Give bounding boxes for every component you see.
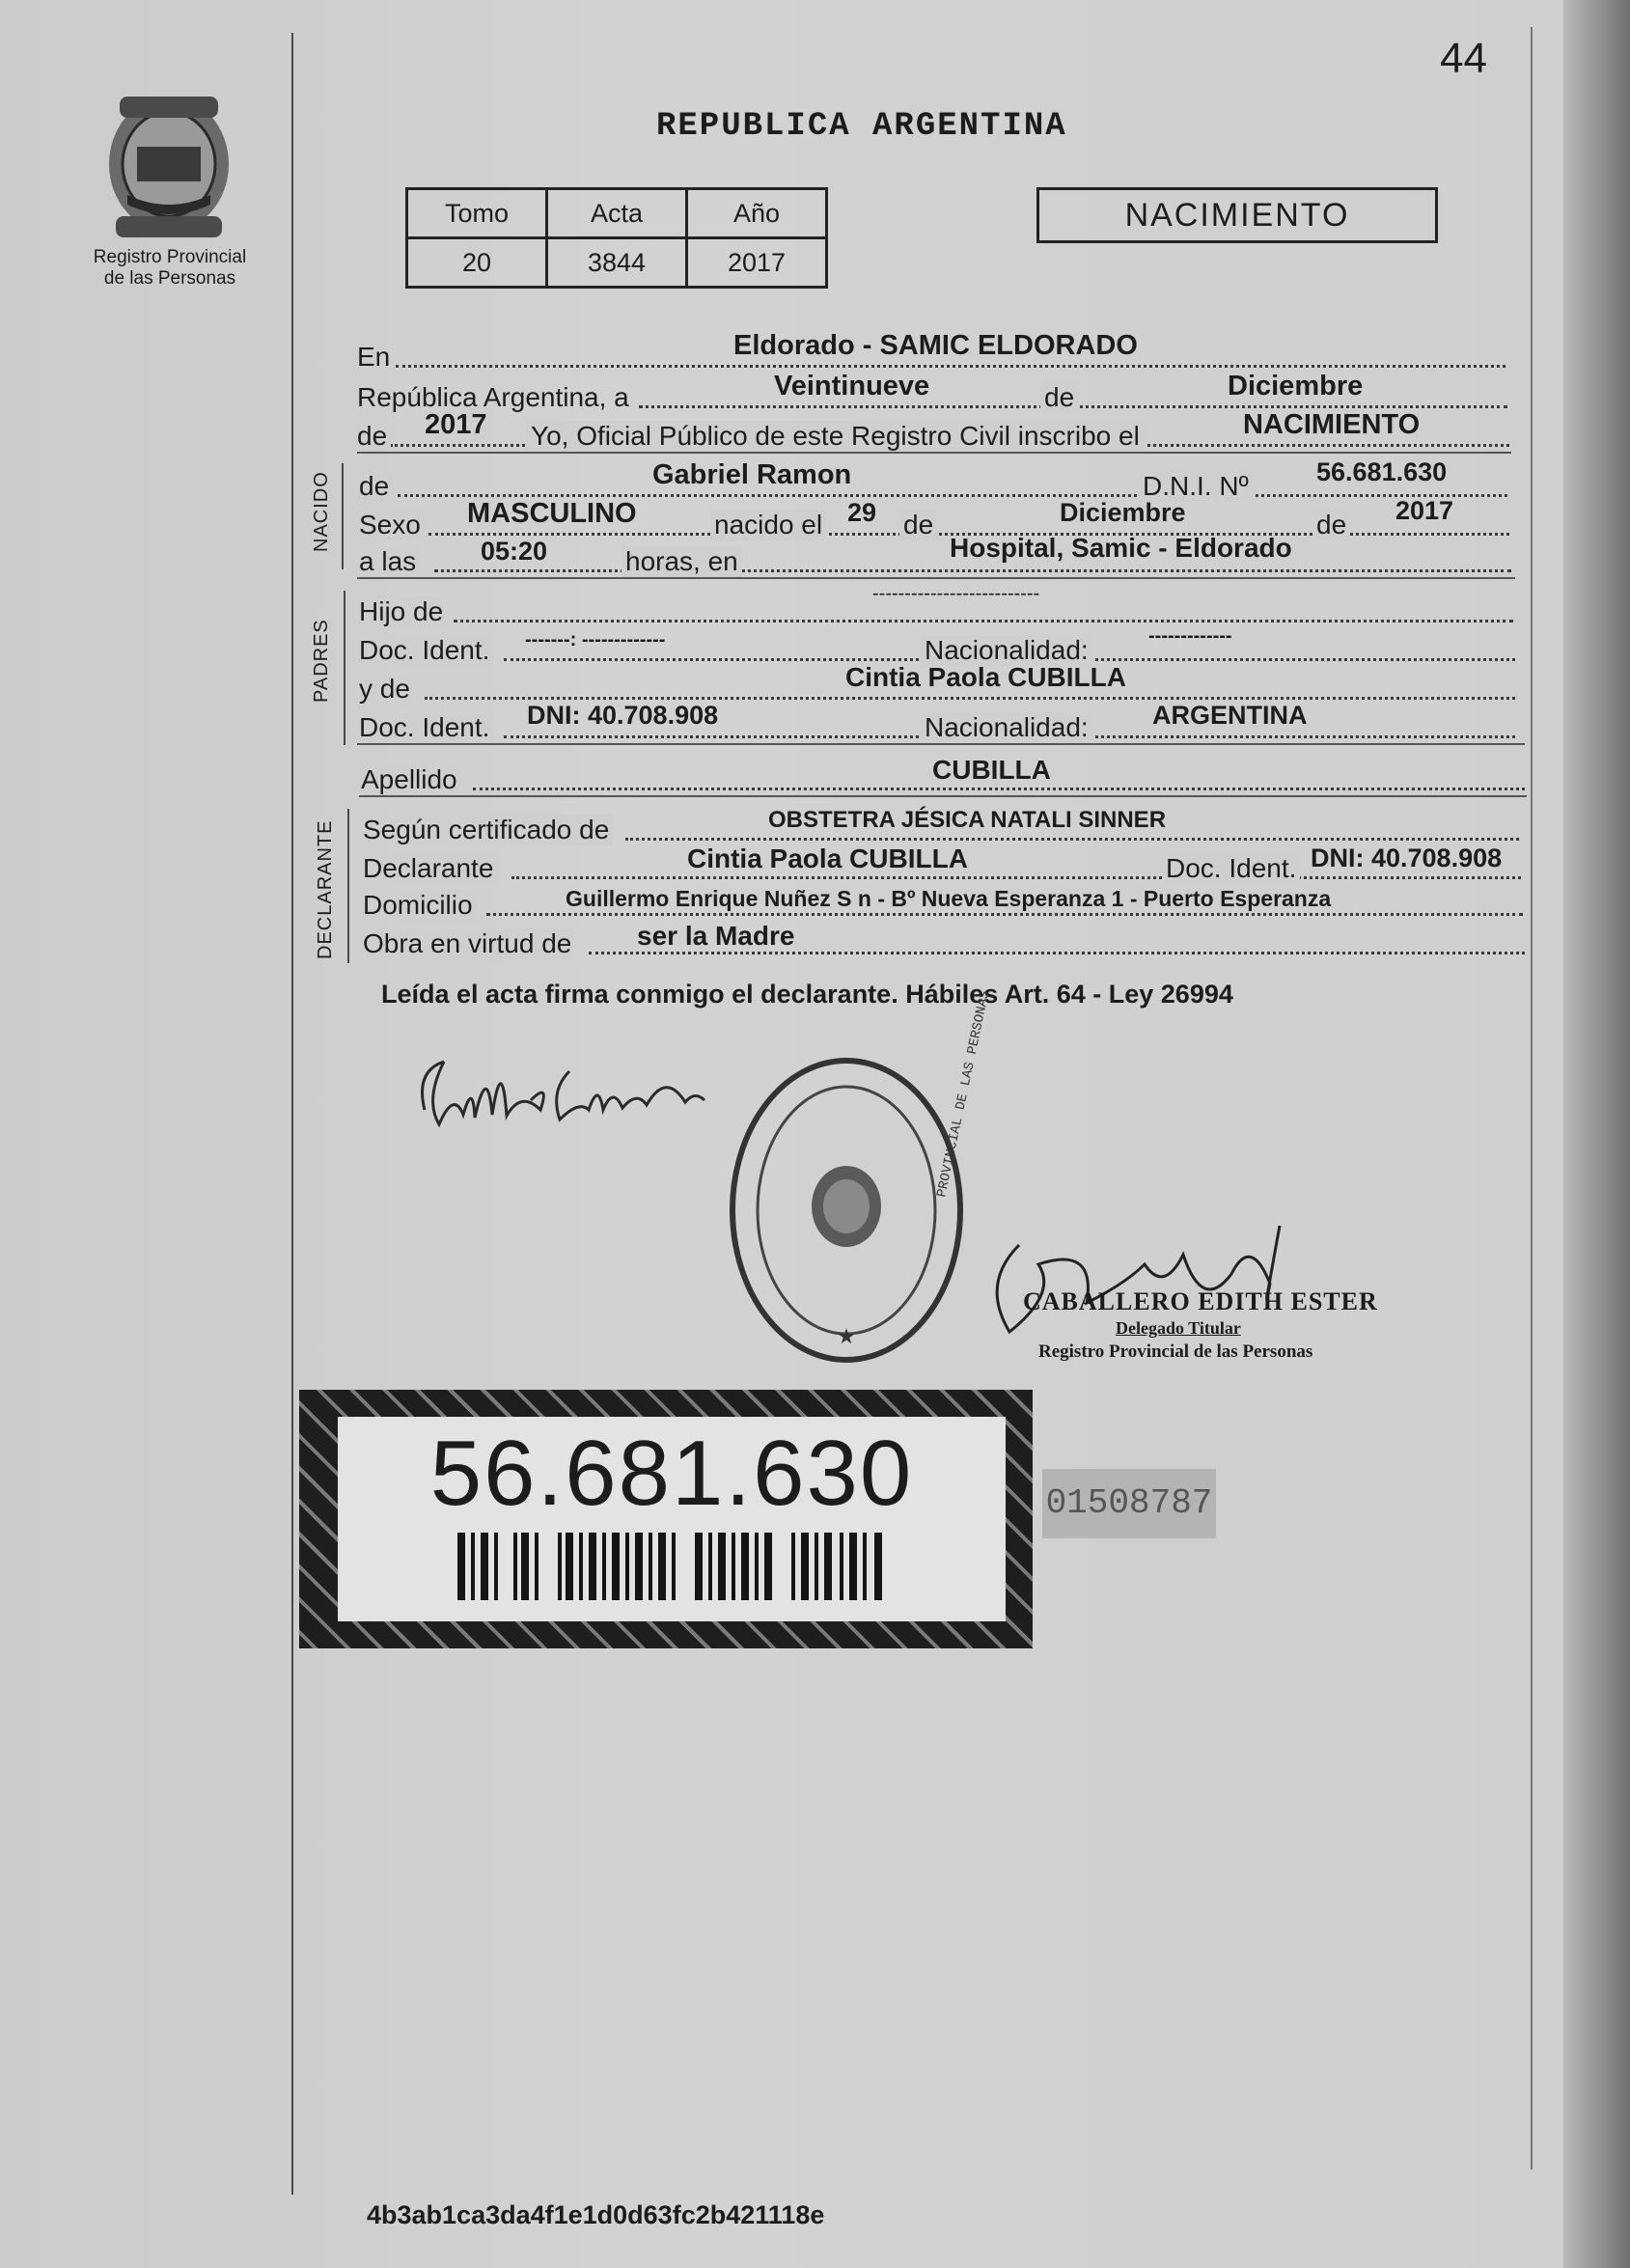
hora-label: a las (359, 546, 420, 577)
declarante-label: Declarante (363, 853, 497, 884)
apellido-value: CUBILLA (932, 755, 1051, 785)
country-title: REPUBLICA ARGENTINA (656, 108, 1067, 145)
apellido-label: Apellido (361, 764, 461, 795)
barcode-bars (457, 1533, 886, 1600)
mother-nationality: ARGENTINA (1152, 701, 1308, 730)
official-org: Registro Provincial de las Personas (1038, 1341, 1313, 1362)
domicilio-label: Domicilio (363, 890, 477, 921)
obra-label: Obra en virtud de (363, 928, 575, 959)
separator (359, 795, 1527, 797)
dni-label: D.N.I. Nº (1139, 471, 1253, 502)
place-label: En (357, 342, 391, 372)
y-de-label: y de (359, 674, 414, 705)
svg-text:PROVINCIAL DE LAS PERSONAS: PROVINCIAL DE LAS PERSONAS (934, 988, 994, 1199)
father-doc-label: Doc. Ident. (359, 635, 493, 666)
section-padres: PADRES (311, 619, 332, 703)
date-de-label: de (1040, 382, 1078, 413)
mother-name: Cintia Paola CUBILLA (845, 662, 1126, 692)
header-tomo: Tomo (407, 189, 547, 238)
caption-line-2: de las Personas (103, 268, 236, 289)
dotted-line (511, 876, 1521, 879)
year-value: 2017 (425, 409, 487, 440)
dotted-line (434, 569, 1511, 572)
dotted-line (396, 365, 1506, 368)
father-doc: -------: ------------- (525, 629, 666, 650)
cert-value: OBSTETRA JÉSICA NATALI SINNER (768, 807, 1167, 833)
birth-month: Diciembre (1060, 498, 1186, 527)
registry-statement: Yo, Oficial Público de este Registro Civil inscribo el (525, 421, 1146, 452)
dotted-line (473, 788, 1525, 790)
child-name: Gabriel Ramon (652, 459, 852, 490)
hijo-de-label: Hijo de (359, 596, 447, 627)
page-edge-shadow (1563, 0, 1630, 2268)
caption-line-1: Registro Provincial (93, 247, 247, 267)
right-margin-line (1531, 27, 1533, 2170)
birth-year: 2017 (1395, 496, 1454, 525)
value-anio: 2017 (687, 238, 827, 288)
child-dni: 56.681.630 (1316, 457, 1448, 486)
father-nationality: ------------- (1148, 625, 1232, 647)
date-day: Veintinueve (774, 371, 930, 401)
birth-day: 29 (847, 498, 877, 527)
header-anio: Año (687, 189, 827, 238)
document-hash: 4b3ab1ca3da4f1e1d0d63fc2b421118e (367, 2200, 825, 2229)
barcode-dni-number: 56.681.630 (429, 1422, 914, 1525)
birth-time: 05:20 (481, 537, 548, 566)
declarante-value: Cintia Paola CUBILLA (687, 844, 968, 873)
date-label: República Argentina, a (357, 382, 629, 412)
domicilio-value: Guillermo Enrique Nuñez S n - Bº Nueva Esperanza 1 - Puerto Esperanza (566, 886, 1332, 911)
section-declarante: DECLARANTE (315, 819, 336, 959)
cert-label: Según certificado de (363, 815, 613, 845)
mother-nac-label: Nacionalidad: (921, 712, 1092, 743)
separator (357, 452, 1511, 454)
padres-bracket (344, 591, 345, 745)
separator (357, 577, 1515, 579)
place-value: Eldorado - SAMIC ELDORADO (733, 330, 1138, 361)
official-stamp (726, 988, 994, 1368)
page-number: 44 (1440, 35, 1487, 82)
section-nacido: NACIDO (311, 471, 332, 552)
official-name: CABALLERO EDITH ESTER (1023, 1287, 1378, 1315)
closing-note: Leída el acta firma conmigo el declarante. Hábiles Art. 64 - Ley 26994 (381, 980, 1233, 1009)
nacido-bracket (342, 463, 344, 569)
dotted-line (486, 913, 1523, 916)
record-table (405, 187, 828, 289)
nacido-el-label: nacido el (710, 510, 826, 540)
header-acta: Acta (547, 189, 687, 238)
left-margin-line (291, 33, 293, 2195)
birth-place: Hospital, Samic - Eldorado (950, 533, 1292, 563)
value-acta: 3844 (547, 238, 687, 288)
emblem-caption (73, 247, 266, 290)
separator (357, 743, 1525, 745)
obra-value: ser la Madre (637, 921, 795, 951)
birth-year-de-label: de (1312, 510, 1350, 540)
horas-en-label: horas, en (622, 546, 742, 577)
value-tomo: 20 (407, 238, 547, 288)
nacido-de-label: de (359, 471, 393, 502)
mother-doc: DNI: 40.708.908 (527, 701, 719, 730)
dotted-line (425, 697, 1515, 700)
dotted-line (398, 494, 1507, 497)
sexo-label: Sexo (359, 510, 425, 540)
declarante-doc-label: Doc. Ident. (1162, 853, 1300, 884)
mother-doc-label: Doc. Ident. (359, 712, 493, 743)
dotted-line (454, 620, 1513, 622)
province-emblem (98, 89, 239, 243)
svg-text:★: ★ (837, 1324, 856, 1348)
date-month: Diciembre (1228, 371, 1364, 401)
official-signature-block (981, 1226, 1405, 1380)
event-value: NACIMIENTO (1243, 409, 1421, 440)
serial-sticker: 01508787 (1042, 1469, 1216, 1538)
document-type-box: NACIMIENTO (1036, 187, 1438, 243)
declarante-bracket (347, 809, 349, 963)
sexo-value: MASCULINO (467, 498, 637, 529)
dotted-line (589, 952, 1525, 954)
father-nac-label: Nacionalidad: (921, 635, 1092, 666)
dotted-line (625, 838, 1519, 841)
declarante-doc: DNI: 40.708.908 (1311, 844, 1503, 872)
year-de-label: de (357, 421, 391, 452)
birth-de-label: de (899, 510, 937, 540)
declarant-signature (405, 1033, 714, 1139)
official-title: Delegado Titular (1116, 1318, 1241, 1338)
father-name: -------------------------- (872, 583, 1040, 604)
